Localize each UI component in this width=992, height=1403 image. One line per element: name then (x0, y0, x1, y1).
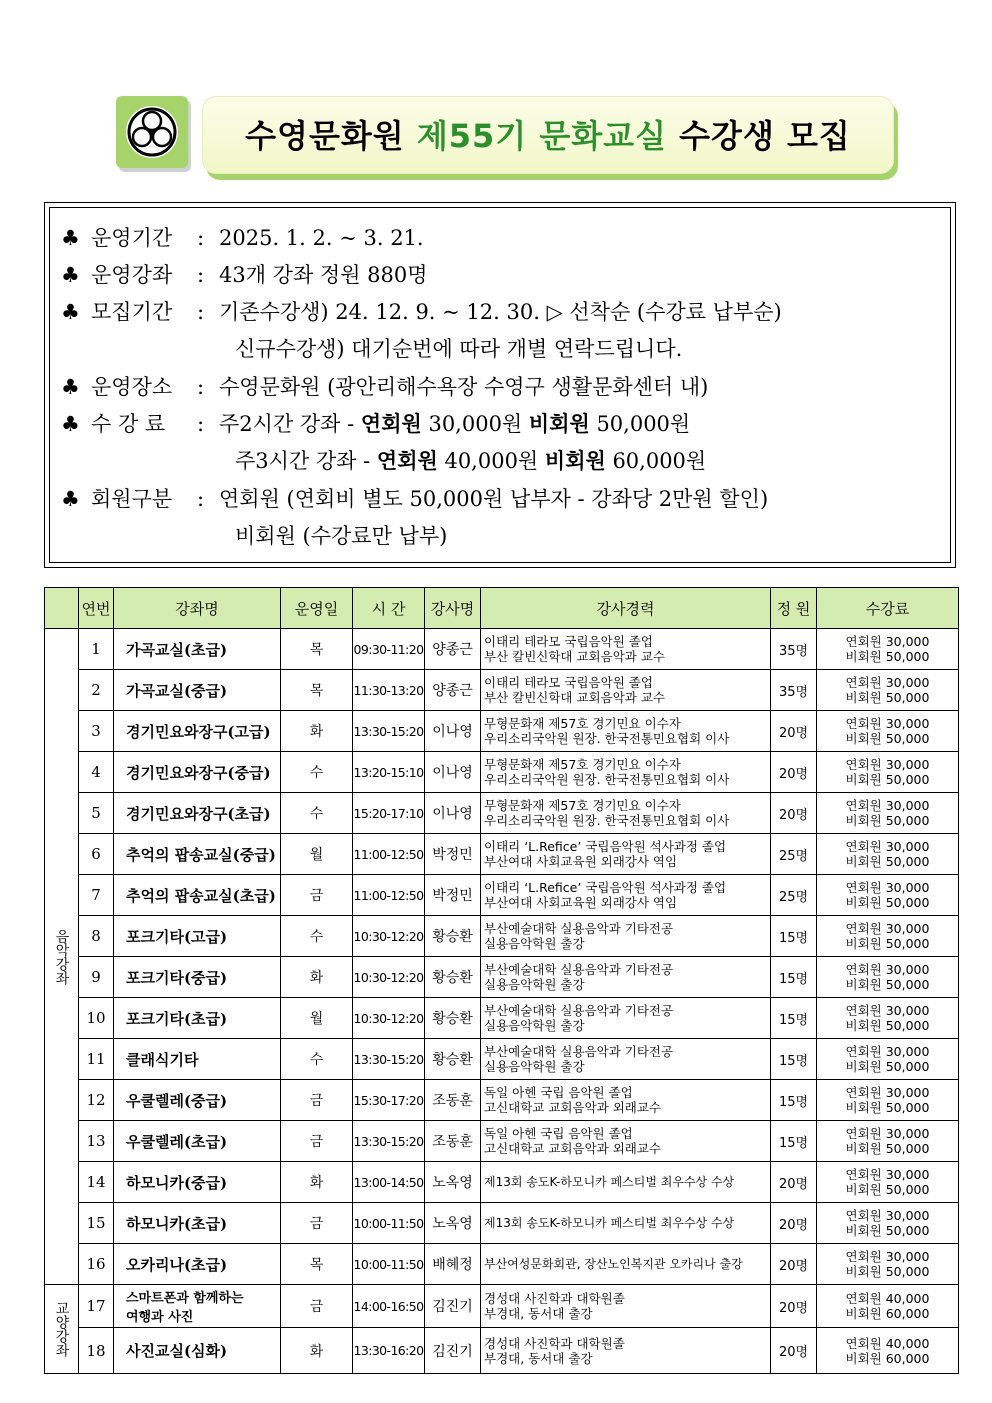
cell-no: 13 (79, 1121, 114, 1162)
cell-course: 포크기타(고급) (114, 916, 281, 957)
cell-capacity: 20명 (771, 1203, 817, 1244)
fee-member: 연회원 30,000 (845, 839, 930, 854)
cell-course: 가곡교실(초급) (114, 629, 281, 670)
career-line1: 무형문화재 제57호 경기민요 이수자 (484, 757, 681, 772)
cell-course: 오카리나(초급) (114, 1244, 281, 1285)
cell-no: 8 (79, 916, 114, 957)
cell-course: 포크기타(중급) (114, 957, 281, 998)
career-line1: 독일 아헨 국립 음악원 졸업 (484, 1126, 633, 1141)
fee-nonmember: 비회원 50,000 (845, 1141, 930, 1156)
header-category (45, 588, 79, 629)
cell-no: 1 (79, 629, 114, 670)
info-fee-line2 (235, 448, 706, 474)
info-value: 2025. 1. 2. ~ 3. 21. (219, 226, 424, 250)
cell-no: 16 (79, 1244, 114, 1285)
colon: : (197, 375, 205, 399)
fee-nonmember: 비회원 50,000 (845, 731, 930, 746)
info-row-period (61, 225, 424, 251)
cell-capacity: 15명 (771, 916, 817, 957)
cell-time: 13:30-15:20 (353, 711, 425, 752)
info-value: 기존수강생) 24. 12. 9. ~ 12. 30. ▷ 선착순 (수강료 납부순) (219, 300, 782, 324)
table-row (45, 629, 959, 670)
cell-teacher: 이나영 (425, 752, 481, 793)
cell-teacher: 이나영 (425, 711, 481, 752)
cell-fee (817, 793, 959, 834)
fee-member: 연회원 30,000 (845, 634, 930, 649)
club-icon: ♣ (61, 226, 80, 250)
header-capacity: 정 원 (771, 588, 817, 629)
cell-course: 포크기타(초급) (114, 998, 281, 1039)
cell-day: 금 (281, 875, 353, 916)
title-org: 수영문화원 (245, 117, 405, 155)
cell-no: 11 (79, 1039, 114, 1080)
cell-day: 금 (281, 1203, 353, 1244)
career-line2: 우리소리국악원 원장. 한국전통민요협회 이사 (484, 772, 730, 787)
cell-fee (817, 711, 959, 752)
fee-nonmember-value: 60,000원 (605, 449, 707, 473)
cell-fee (817, 1080, 959, 1121)
cell-capacity: 15명 (771, 1080, 817, 1121)
cell-capacity: 20명 (771, 1162, 817, 1203)
club-icon: ♣ (61, 375, 80, 399)
table-row (45, 1080, 959, 1121)
title-term: 제55기 문화교실 (416, 117, 667, 155)
header-day: 운영일 (281, 588, 353, 629)
career-line1: 이태리 ‘L.Refice’ 국립음악원 석사과정 졸업 (484, 839, 727, 854)
header-no: 연번 (79, 588, 114, 629)
cell-time: 11:30-13:20 (353, 670, 425, 711)
fee-member: 연회원 40,000 (845, 1335, 930, 1351)
career-line1: 무형문화재 제57호 경기민요 이수자 (484, 798, 681, 813)
cell-no: 2 (79, 670, 114, 711)
table-row (45, 711, 959, 752)
club-icon: ♣ (61, 263, 80, 287)
table-row (45, 1162, 959, 1203)
cell-course: 추억의 팝송교실(중급) (114, 834, 281, 875)
fee-nonmember: 비회원 50,000 (845, 854, 930, 869)
cell-course: 하모니카(중급) (114, 1162, 281, 1203)
fee-member: 연회원 30,000 (845, 716, 930, 731)
info-row-membership (61, 486, 768, 512)
cell-fee (817, 1121, 959, 1162)
title-recruit: 수강생 모집 (679, 117, 851, 155)
table-row (45, 1121, 959, 1162)
cell-capacity: 20명 (771, 1328, 817, 1374)
career-line1: 부산여성문화회관, 장산노인복지관 오카리나 출강 (484, 1256, 743, 1271)
fee-nonmember: 비회원 50,000 (845, 772, 930, 787)
cell-capacity: 20명 (771, 1244, 817, 1285)
fee-member-label: 연회원 (360, 411, 422, 436)
cell-career (481, 793, 771, 834)
cell-fee (817, 629, 959, 670)
cell-no: 9 (79, 957, 114, 998)
info-member-cont: 비회원 (수강료만 납부) (235, 524, 448, 548)
career-line2: 실용음악학원 출강 (484, 936, 585, 951)
fee-nonmember: 비회원 50,000 (845, 649, 930, 664)
info-row-courses (61, 262, 428, 288)
cell-no: 3 (79, 711, 114, 752)
cell-teacher: 배혜정 (425, 1244, 481, 1285)
category-music: 음악강좌 (45, 629, 79, 1285)
cell-time: 10:30-12:20 (353, 916, 425, 957)
table-row (45, 793, 959, 834)
cell-fee (817, 670, 959, 711)
fee-member: 연회원 30,000 (845, 1044, 930, 1059)
cell-course (114, 1285, 281, 1328)
career-line1: 부산예술대학 실용음악과 기타전공 (484, 962, 674, 977)
cell-capacity: 25명 (771, 875, 817, 916)
cell-time: 11:00-12:50 (353, 875, 425, 916)
cell-time: 13:00-14:50 (353, 1162, 425, 1203)
info-box (44, 202, 956, 568)
colon: : (197, 412, 205, 436)
fee-member: 연회원 30,000 (845, 1167, 930, 1182)
cell-career (481, 1203, 771, 1244)
info-label: 모집기간 (91, 300, 173, 324)
cell-career (481, 1080, 771, 1121)
cell-no: 14 (79, 1162, 114, 1203)
cell-career (481, 1162, 771, 1203)
course-name-line1: 스마트폰과 함께하는 (126, 1291, 244, 1306)
fee-nonmember: 비회원 60,000 (845, 1306, 930, 1321)
cell-time: 11:00-12:50 (353, 834, 425, 875)
cell-teacher: 박정민 (425, 875, 481, 916)
info-label: 운영기간 (91, 226, 173, 250)
career-line2: 우리소리국악원 원장. 한국전통민요협회 이사 (484, 731, 730, 746)
cell-career (481, 670, 771, 711)
title-banner (110, 90, 900, 190)
cell-capacity: 20명 (771, 793, 817, 834)
cell-fee (817, 752, 959, 793)
info-label: 운영장소 (91, 375, 173, 399)
cell-career (481, 957, 771, 998)
cell-day: 화 (281, 1162, 353, 1203)
cell-career (481, 752, 771, 793)
cell-teacher: 황승환 (425, 1039, 481, 1080)
cell-time: 15:30-17:20 (353, 1080, 425, 1121)
career-line1: 경성대 사진학과 대학원졸 (484, 1335, 625, 1351)
fee-nonmember: 비회원 50,000 (845, 977, 930, 992)
table-row (45, 752, 959, 793)
cell-day: 수 (281, 1039, 353, 1080)
cell-career (481, 1121, 771, 1162)
cell-time: 10:30-12:20 (353, 998, 425, 1039)
cell-day: 수 (281, 916, 353, 957)
cell-time: 13:30-16:20 (353, 1328, 425, 1374)
career-line2: 실용음악학원 출강 (484, 1059, 585, 1074)
cell-fee (817, 957, 959, 998)
cell-day: 화 (281, 711, 353, 752)
cell-no: 18 (79, 1328, 114, 1374)
fee-nonmember-value: 50,000원 (589, 412, 691, 436)
table-row (45, 1328, 959, 1374)
logo (116, 96, 188, 168)
cell-teacher: 이나영 (425, 793, 481, 834)
cell-day: 월 (281, 998, 353, 1039)
cell-time: 09:30-11:20 (353, 629, 425, 670)
career-line2: 우리소리국악원 원장. 한국전통민요협회 이사 (484, 813, 730, 828)
cell-course: 가곡교실(중급) (114, 670, 281, 711)
fee-member: 연회원 30,000 (845, 921, 930, 936)
colon: : (197, 263, 205, 287)
page-title (203, 111, 893, 157)
colon: : (197, 487, 205, 511)
fee-member: 연회원 30,000 (845, 880, 930, 895)
cell-time: 15:20-17:10 (353, 793, 425, 834)
cell-day: 목 (281, 629, 353, 670)
cell-time: 13:30-15:20 (353, 1121, 425, 1162)
info-label: 회원구분 (91, 487, 173, 511)
cell-teacher: 노옥영 (425, 1203, 481, 1244)
cell-fee (817, 1203, 959, 1244)
career-line2: 실용음악학원 출강 (484, 1018, 585, 1033)
cell-course: 사진교실(심화) (114, 1328, 281, 1374)
info-value: 수영문화원 (광안리해수욕장 수영구 생활문화센터 내) (219, 375, 709, 399)
fee-member-label: 연회원 (376, 448, 438, 473)
info-row-place (61, 374, 708, 400)
table-row (45, 1244, 959, 1285)
cell-course: 클래식기타 (114, 1039, 281, 1080)
cell-capacity: 20명 (771, 752, 817, 793)
fee-nonmember: 비회원 50,000 (845, 936, 930, 951)
info-row-recruit (61, 299, 782, 325)
fee-nonmember: 비회원 50,000 (845, 1264, 930, 1279)
cell-career (481, 1285, 771, 1328)
fee-member: 연회원 30,000 (845, 962, 930, 977)
header-course: 강좌명 (114, 588, 281, 629)
cell-fee (817, 1328, 959, 1374)
fee-member: 연회원 30,000 (845, 1249, 930, 1264)
course-table (44, 587, 959, 1374)
cell-teacher: 박정민 (425, 834, 481, 875)
fee-nonmember-label: 비회원 (528, 411, 590, 436)
cell-career (481, 998, 771, 1039)
fee-member: 연회원 30,000 (845, 675, 930, 690)
career-line2: 실용음악학원 출강 (484, 977, 585, 992)
fee-nonmember: 비회원 50,000 (845, 1223, 930, 1238)
cell-teacher: 양종근 (425, 670, 481, 711)
info-value: 연회원 (연회비 별도 50,000원 납부자 - 강좌당 2만원 할인) (219, 487, 769, 511)
cell-time: 10:00-11:50 (353, 1244, 425, 1285)
cell-capacity: 20명 (771, 1285, 817, 1328)
cell-fee (817, 875, 959, 916)
cell-day: 금 (281, 1285, 353, 1328)
header-time: 시 간 (353, 588, 425, 629)
cell-capacity: 15명 (771, 957, 817, 998)
info-row-fee (61, 411, 690, 437)
cell-no: 15 (79, 1203, 114, 1244)
cell-no: 7 (79, 875, 114, 916)
fee-member: 연회원 30,000 (845, 1126, 930, 1141)
table-row (45, 670, 959, 711)
cell-capacity: 35명 (771, 629, 817, 670)
cell-course: 우쿨렐레(중급) (114, 1080, 281, 1121)
career-line1: 이태리 테라모 국립음악원 졸업 (484, 634, 653, 649)
cell-teacher: 조동훈 (425, 1121, 481, 1162)
fee-prefix: 주2시간 강좌 - (219, 412, 361, 436)
cell-capacity: 15명 (771, 1039, 817, 1080)
cell-teacher: 김진기 (425, 1328, 481, 1374)
cell-capacity: 20명 (771, 711, 817, 752)
cell-capacity: 15명 (771, 1121, 817, 1162)
fee-nonmember-label: 비회원 (544, 448, 606, 473)
info-label: 운영강좌 (91, 263, 173, 287)
cell-career (481, 916, 771, 957)
table-row (45, 1203, 959, 1244)
header-career: 강사경력 (481, 588, 771, 629)
cell-teacher: 황승환 (425, 998, 481, 1039)
cell-fee (817, 1285, 959, 1328)
cell-teacher: 황승환 (425, 957, 481, 998)
fee-nonmember: 비회원 50,000 (845, 1100, 930, 1115)
career-line2: 부산 칼빈신학대 교회음악과 교수 (484, 690, 665, 705)
cell-course: 경기민요와장구(중급) (114, 752, 281, 793)
table-row (45, 1285, 959, 1328)
table-row (45, 875, 959, 916)
cell-time: 13:20-15:10 (353, 752, 425, 793)
cell-time: 10:00-11:50 (353, 1203, 425, 1244)
table-body (45, 629, 959, 1374)
fee-prefix: 주3시간 강좌 - (235, 449, 377, 473)
table-row (45, 1039, 959, 1080)
cell-no: 12 (79, 1080, 114, 1121)
course-name-line2: 여행과 사진 (126, 1310, 194, 1325)
cell-no: 6 (79, 834, 114, 875)
cell-fee (817, 998, 959, 1039)
cell-time: 14:00-16:50 (353, 1285, 425, 1328)
info-value: 43개 강좌 정원 880명 (219, 263, 428, 287)
fee-member: 연회원 30,000 (845, 798, 930, 813)
career-line1: 무형문화재 제57호 경기민요 이수자 (484, 716, 681, 731)
career-line1: 부산예술대학 실용음악과 기타전공 (484, 921, 674, 936)
cell-career (481, 711, 771, 752)
table-header-row (45, 588, 959, 629)
cell-day: 수 (281, 752, 353, 793)
header-teacher: 강사명 (425, 588, 481, 629)
cell-fee (817, 1244, 959, 1285)
fee-nonmember: 비회원 50,000 (845, 1018, 930, 1033)
career-line2: 고신대학교 교회음악과 외래교수 (484, 1100, 661, 1115)
cell-day: 목 (281, 1244, 353, 1285)
fee-member-value: 40,000원 (437, 449, 545, 473)
cell-time: 10:30-12:20 (353, 957, 425, 998)
career-line1: 독일 아헨 국립 음악원 졸업 (484, 1085, 633, 1100)
club-icon: ♣ (61, 412, 80, 436)
cell-day: 화 (281, 1328, 353, 1374)
cell-career (481, 834, 771, 875)
fee-member: 연회원 30,000 (845, 1003, 930, 1018)
cell-teacher: 황승환 (425, 916, 481, 957)
cell-no: 4 (79, 752, 114, 793)
table-row (45, 998, 959, 1039)
fee-nonmember: 비회원 50,000 (845, 1059, 930, 1074)
cell-course: 경기민요와장구(초급) (114, 793, 281, 834)
cell-no: 5 (79, 793, 114, 834)
fee-nonmember: 비회원 60,000 (845, 1350, 930, 1366)
colon: : (197, 300, 205, 324)
cell-course: 추억의 팝송교실(초급) (114, 875, 281, 916)
cell-no: 17 (79, 1285, 114, 1328)
title-box (202, 96, 894, 174)
career-line2: 부경대, 동서대 출강 (484, 1350, 593, 1366)
cell-teacher: 김진기 (425, 1285, 481, 1328)
table-row (45, 957, 959, 998)
career-line1: 부산예술대학 실용음악과 기타전공 (484, 1044, 674, 1059)
career-line1: 이태리 테라모 국립음악원 졸업 (484, 675, 653, 690)
logo-emblem-icon (126, 106, 178, 158)
career-line1: 제13회 송도K-하모니카 페스티벌 최우수상 수상 (484, 1174, 735, 1189)
cell-day: 화 (281, 957, 353, 998)
cell-day: 수 (281, 793, 353, 834)
fee-member: 연회원 30,000 (845, 1208, 930, 1223)
cell-fee (817, 1162, 959, 1203)
career-line2: 부경대, 동서대 출강 (484, 1306, 593, 1321)
cell-day: 금 (281, 1080, 353, 1121)
table-row (45, 834, 959, 875)
cell-career (481, 1328, 771, 1374)
cell-capacity: 35명 (771, 670, 817, 711)
fee-member: 연회원 30,000 (845, 1085, 930, 1100)
cell-capacity: 15명 (771, 998, 817, 1039)
career-line2: 부산여대 사회교육원 외래강사 역임 (484, 854, 678, 869)
career-line1: 제13회 송도K-하모니카 페스티벌 최우수상 수상 (484, 1215, 735, 1230)
career-line1: 부산예술대학 실용음악과 기타전공 (484, 1003, 674, 1018)
cell-career (481, 629, 771, 670)
cell-teacher: 양종근 (425, 629, 481, 670)
career-line2: 부산 칼빈신학대 교회음악과 교수 (484, 649, 665, 664)
cell-course: 우쿨렐레(초급) (114, 1121, 281, 1162)
career-line2: 고신대학교 교회음악과 외래교수 (484, 1141, 661, 1156)
cell-career (481, 1039, 771, 1080)
category-culture: 교양강좌 (45, 1285, 79, 1374)
fee-nonmember: 비회원 50,000 (845, 895, 930, 910)
career-line1: 이태리 ‘L.Refice’ 국립음악원 석사과정 졸업 (484, 880, 727, 895)
fee-member-value: 30,000원 (421, 412, 529, 436)
cell-teacher: 노옥영 (425, 1162, 481, 1203)
cell-fee (817, 834, 959, 875)
fee-nonmember: 비회원 50,000 (845, 690, 930, 705)
table-row (45, 916, 959, 957)
cell-course: 경기민요와장구(고급) (114, 711, 281, 752)
club-icon: ♣ (61, 300, 80, 324)
fee-member: 연회원 40,000 (845, 1291, 930, 1306)
cell-fee (817, 916, 959, 957)
cell-time: 13:30-15:20 (353, 1039, 425, 1080)
cell-day: 금 (281, 1121, 353, 1162)
cell-career (481, 1244, 771, 1285)
cell-day: 목 (281, 670, 353, 711)
fee-member: 연회원 30,000 (845, 757, 930, 772)
career-line2: 부산여대 사회교육원 외래강사 역임 (484, 895, 678, 910)
cell-course: 하모니카(초급) (114, 1203, 281, 1244)
career-line1: 경성대 사진학과 대학원졸 (484, 1291, 625, 1306)
cell-career (481, 875, 771, 916)
info-recruit-cont: 신규수강생) 대기순번에 따라 개별 연락드립니다. (235, 337, 683, 361)
fee-nonmember: 비회원 50,000 (845, 813, 930, 828)
cell-fee (817, 1039, 959, 1080)
header-fee: 수강료 (817, 588, 959, 629)
cell-capacity: 25명 (771, 834, 817, 875)
cell-day: 월 (281, 834, 353, 875)
cell-teacher: 조동훈 (425, 1080, 481, 1121)
colon: : (197, 226, 205, 250)
fee-nonmember: 비회원 50,000 (845, 1182, 930, 1197)
club-icon: ♣ (61, 487, 80, 511)
info-label: 수 강 료 (91, 412, 166, 436)
cell-no: 10 (79, 998, 114, 1039)
